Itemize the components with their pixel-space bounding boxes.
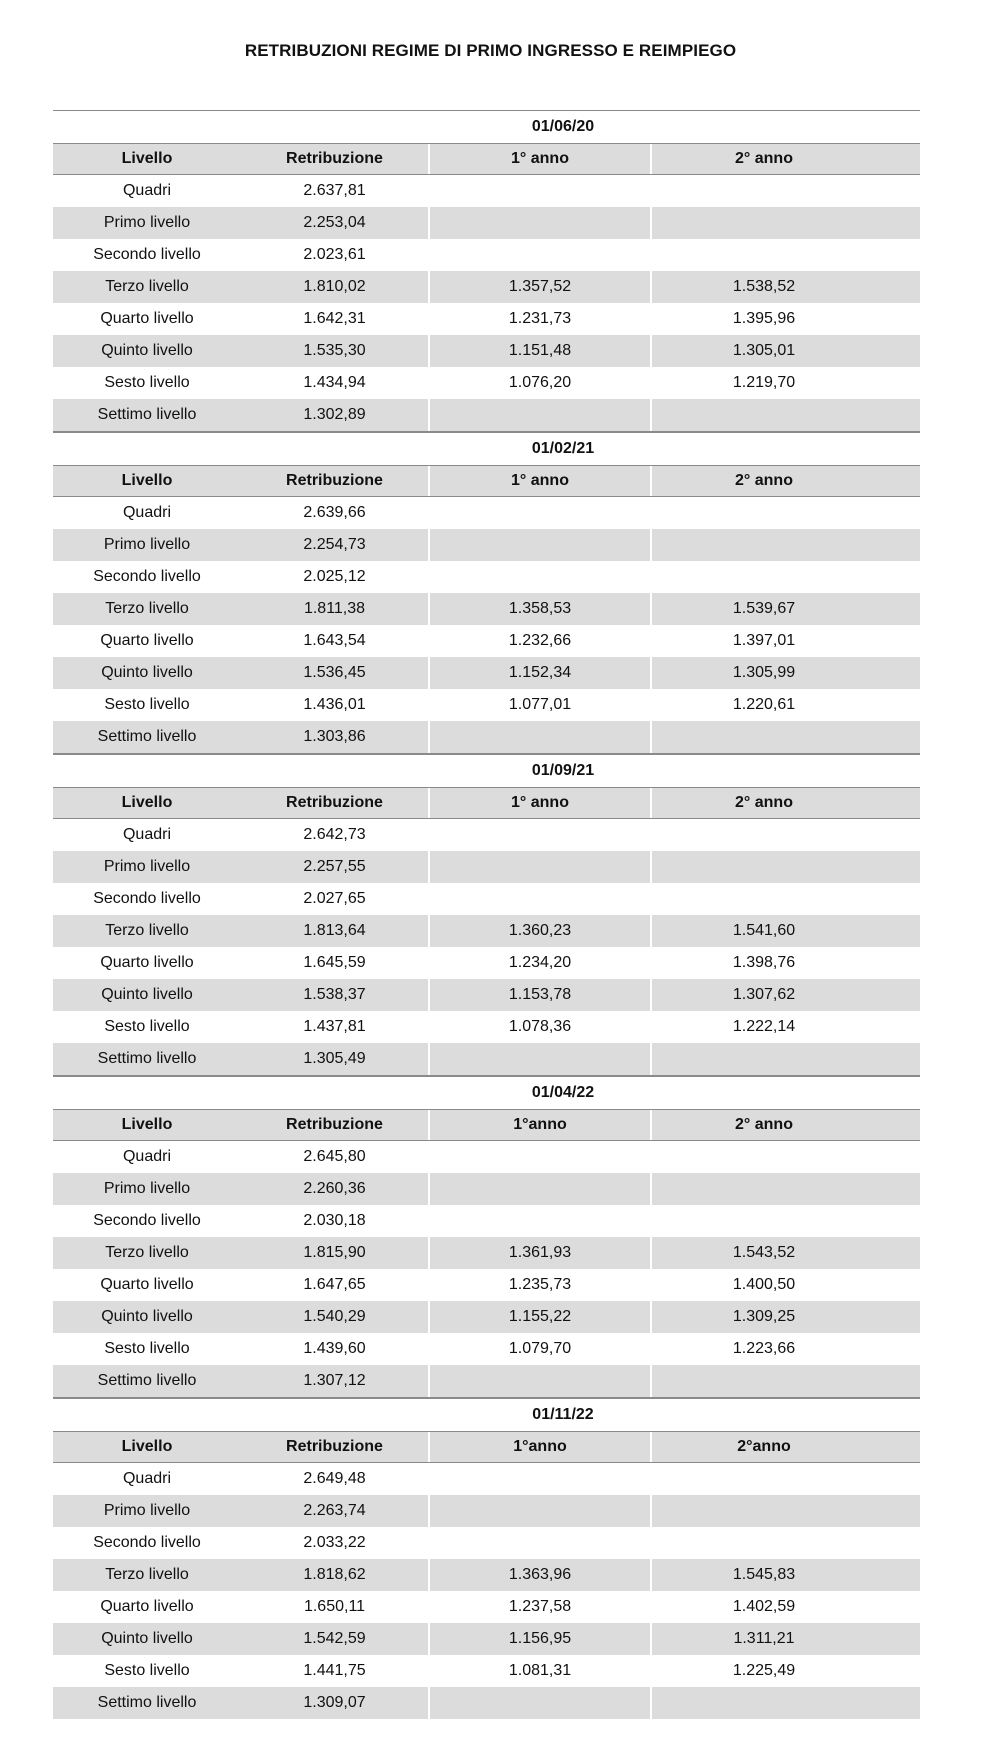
cell-livello: Sesto livello [104, 1662, 190, 1679]
cell-anno1: 1.079,70 [428, 1333, 650, 1365]
table-row [53, 689, 920, 721]
cell-anno2 [650, 207, 876, 239]
cell-livello: Quarto livello [100, 632, 194, 649]
column-header-livello: Livello [121, 150, 173, 167]
cell-retribuzione: 1.542,59 [303, 1630, 366, 1647]
column-header-anno2: 2° anno [650, 1110, 876, 1140]
cell-livello: Settimo livello [97, 1372, 197, 1389]
cell-anno2 [650, 1173, 876, 1205]
cell-anno2 [650, 529, 876, 561]
cell-anno1: 1.357,52 [428, 271, 650, 303]
cell-anno1 [428, 721, 650, 753]
table-row [53, 1463, 920, 1495]
section-block [53, 1398, 920, 1719]
cell-retribuzione: 1.645,59 [303, 954, 366, 971]
cell-livello: Quadri [122, 1470, 172, 1487]
salary-table [53, 110, 920, 1719]
column-header-anno1: 1°anno [428, 1110, 650, 1140]
cell-anno2 [650, 1687, 876, 1719]
cell-livello: Quinto livello [101, 1630, 193, 1647]
table-row [53, 1269, 920, 1301]
table-row [53, 399, 920, 432]
cell-livello: Settimo livello [97, 1050, 197, 1067]
cell-livello: Primo livello [103, 214, 191, 231]
cell-retribuzione: 1.437,81 [303, 1018, 366, 1035]
cell-retribuzione: 1.441,75 [303, 1662, 366, 1679]
table-row [53, 1043, 920, 1076]
cell-anno2 [650, 1365, 876, 1397]
header-row [53, 1431, 920, 1463]
cell-anno2: 1.398,76 [650, 947, 876, 979]
date-row [53, 1076, 920, 1109]
cell-anno1: 1.078,36 [428, 1011, 650, 1043]
table-row [53, 335, 920, 367]
cell-retribuzione: 1.303,86 [303, 728, 366, 745]
table-row [53, 1365, 920, 1398]
table-row [53, 657, 920, 689]
cell-anno1 [428, 1043, 650, 1075]
cell-retribuzione: 2.033,22 [303, 1534, 366, 1551]
cell-anno1: 1.156,95 [428, 1623, 650, 1655]
table-row [53, 1527, 920, 1559]
page-title: RETRIBUZIONI REGIME DI PRIMO INGRESSO E REIMPIEGO [244, 41, 737, 60]
column-header-anno1: 1° anno [428, 466, 650, 496]
table-row [53, 303, 920, 335]
cell-anno2 [650, 819, 876, 851]
section-block [53, 1076, 920, 1398]
table-row [53, 1237, 920, 1269]
column-header-anno1: 1° anno [428, 788, 650, 818]
cell-livello: Secondo livello [93, 1534, 201, 1551]
cell-anno1 [428, 1495, 650, 1527]
cell-anno2 [650, 851, 876, 883]
cell-retribuzione: 2.637,81 [303, 182, 366, 199]
cell-retribuzione: 2.263,74 [303, 1502, 366, 1519]
section-date: 01/11/22 [532, 1406, 594, 1423]
cell-anno2: 1.402,59 [650, 1591, 876, 1623]
cell-anno2: 1.225,49 [650, 1655, 876, 1687]
cell-livello: Quadri [122, 1148, 172, 1165]
cell-anno1 [428, 1365, 650, 1397]
cell-retribuzione: 1.818,62 [303, 1566, 366, 1583]
column-header-retribuzione: Retribuzione [286, 1438, 383, 1455]
cell-livello: Secondo livello [93, 568, 201, 585]
cell-livello: Secondo livello [93, 1212, 201, 1229]
cell-livello: Secondo livello [93, 890, 201, 907]
cell-retribuzione: 1.436,01 [303, 696, 366, 713]
column-header-retribuzione: Retribuzione [286, 794, 383, 811]
cell-anno2 [650, 883, 876, 915]
cell-anno1: 1.358,53 [428, 593, 650, 625]
cell-livello: Terzo livello [105, 1244, 189, 1261]
cell-anno1 [428, 1687, 650, 1719]
cell-retribuzione: 1.535,30 [303, 342, 366, 359]
table-row [53, 883, 920, 915]
cell-anno1: 1.077,01 [428, 689, 650, 721]
cell-livello: Quinto livello [101, 986, 193, 1003]
table-row [53, 1655, 920, 1687]
table-row [53, 625, 920, 657]
table-row [53, 561, 920, 593]
cell-anno1 [428, 1173, 650, 1205]
cell-livello: Quarto livello [100, 954, 194, 971]
section-block [53, 754, 920, 1076]
cell-livello: Primo livello [103, 536, 191, 553]
cell-anno2: 1.305,99 [650, 657, 876, 689]
cell-retribuzione: 2.642,73 [303, 826, 366, 843]
cell-anno1 [428, 883, 650, 915]
cell-anno1 [428, 1463, 650, 1495]
cell-anno2 [650, 561, 876, 593]
section-date: 01/02/21 [531, 440, 595, 457]
cell-anno2 [650, 399, 876, 431]
cell-anno1 [428, 399, 650, 431]
cell-livello: Secondo livello [93, 246, 201, 263]
cell-retribuzione: 2.257,55 [303, 858, 366, 875]
cell-livello: Terzo livello [105, 278, 189, 295]
cell-retribuzione: 2.260,36 [303, 1180, 366, 1197]
cell-anno2: 1.400,50 [650, 1269, 876, 1301]
cell-retribuzione: 2.639,66 [303, 504, 366, 521]
cell-anno2: 1.220,61 [650, 689, 876, 721]
cell-anno2 [650, 721, 876, 753]
cell-livello: Quarto livello [100, 310, 194, 327]
cell-retribuzione: 2.023,61 [303, 246, 366, 263]
table-row [53, 947, 920, 979]
cell-retribuzione: 1.642,31 [303, 310, 366, 327]
table-row [53, 239, 920, 271]
date-row [53, 432, 920, 465]
cell-retribuzione: 1.813,64 [303, 922, 366, 939]
column-header-anno2: 2°anno [650, 1432, 876, 1462]
section-date: 01/04/22 [531, 1084, 595, 1101]
table-row [53, 529, 920, 561]
table-row [53, 271, 920, 303]
cell-anno2 [650, 239, 876, 271]
column-header-retribuzione: Retribuzione [286, 1116, 383, 1133]
cell-anno2: 1.309,25 [650, 1301, 876, 1333]
cell-livello: Primo livello [103, 1502, 191, 1519]
cell-retribuzione: 1.647,65 [303, 1276, 366, 1293]
cell-retribuzione: 2.030,18 [303, 1212, 366, 1229]
cell-anno1: 1.363,96 [428, 1559, 650, 1591]
cell-livello: Primo livello [103, 858, 191, 875]
column-header-anno2: 2° anno [650, 466, 876, 496]
table-row [53, 1011, 920, 1043]
cell-retribuzione: 1.305,49 [303, 1050, 366, 1067]
cell-anno2 [650, 497, 876, 529]
table-row [53, 1173, 920, 1205]
cell-retribuzione: 2.253,04 [303, 214, 366, 231]
cell-anno2: 1.311,21 [650, 1623, 876, 1655]
table-row [53, 367, 920, 399]
cell-anno1: 1.151,48 [428, 335, 650, 367]
cell-retribuzione: 1.538,37 [303, 986, 366, 1003]
column-header-livello: Livello [121, 794, 173, 811]
cell-anno1: 1.234,20 [428, 947, 650, 979]
cell-anno1: 1.360,23 [428, 915, 650, 947]
column-header-livello: Livello [121, 1438, 173, 1455]
cell-livello: Quarto livello [100, 1276, 194, 1293]
cell-anno2 [650, 1141, 876, 1173]
table-row [53, 1687, 920, 1719]
section-block [53, 432, 920, 754]
cell-anno1 [428, 239, 650, 271]
cell-livello: Terzo livello [105, 922, 189, 939]
cell-anno2 [650, 1205, 876, 1237]
cell-anno1 [428, 1527, 650, 1559]
cell-livello: Primo livello [103, 1180, 191, 1197]
date-row [53, 1398, 920, 1431]
table-row [53, 819, 920, 851]
table-row [53, 851, 920, 883]
cell-livello: Quadri [122, 504, 172, 521]
cell-anno1: 1.153,78 [428, 979, 650, 1011]
cell-livello: Terzo livello [105, 600, 189, 617]
cell-anno1 [428, 207, 650, 239]
cell-anno1: 1.152,34 [428, 657, 650, 689]
cell-retribuzione: 2.254,73 [303, 536, 366, 553]
cell-livello: Sesto livello [104, 1340, 190, 1357]
table-row [53, 1141, 920, 1173]
table-row [53, 1591, 920, 1623]
column-header-retribuzione: Retribuzione [286, 472, 383, 489]
cell-retribuzione: 1.434,94 [303, 374, 366, 391]
table-row [53, 721, 920, 754]
column-header-anno2: 2° anno [650, 144, 876, 174]
table-row [53, 1623, 920, 1655]
cell-anno2: 1.539,67 [650, 593, 876, 625]
cell-anno1: 1.076,20 [428, 367, 650, 399]
header-row [53, 1109, 920, 1141]
cell-retribuzione: 1.309,07 [303, 1694, 366, 1711]
cell-anno1: 1.081,31 [428, 1655, 650, 1687]
cell-anno2: 1.538,52 [650, 271, 876, 303]
cell-anno2: 1.223,66 [650, 1333, 876, 1365]
cell-anno1: 1.155,22 [428, 1301, 650, 1333]
cell-anno1: 1.361,93 [428, 1237, 650, 1269]
cell-retribuzione: 1.540,29 [303, 1308, 366, 1325]
cell-anno2: 1.307,62 [650, 979, 876, 1011]
cell-anno2: 1.395,96 [650, 303, 876, 335]
cell-livello: Sesto livello [104, 1018, 190, 1035]
cell-anno1: 1.232,66 [428, 625, 650, 657]
cell-livello: Quadri [122, 826, 172, 843]
cell-anno2: 1.397,01 [650, 625, 876, 657]
cell-anno1: 1.235,73 [428, 1269, 650, 1301]
table-row [53, 497, 920, 529]
date-row [53, 110, 920, 143]
cell-livello: Quinto livello [101, 342, 193, 359]
cell-livello: Settimo livello [97, 406, 197, 423]
section-date: 01/06/20 [531, 118, 595, 135]
column-header-retribuzione: Retribuzione [286, 150, 383, 167]
cell-livello: Terzo livello [105, 1566, 189, 1583]
cell-retribuzione: 2.027,65 [303, 890, 366, 907]
cell-retribuzione: 1.536,45 [303, 664, 366, 681]
cell-anno2: 1.219,70 [650, 367, 876, 399]
section-block [53, 110, 920, 432]
cell-anno2 [650, 1495, 876, 1527]
column-header-livello: Livello [121, 1116, 173, 1133]
cell-anno1 [428, 1205, 650, 1237]
column-header-anno1: 1° anno [428, 144, 650, 174]
column-header-anno1: 1°anno [428, 1432, 650, 1462]
date-row [53, 754, 920, 787]
cell-anno1 [428, 1141, 650, 1173]
cell-retribuzione: 1.815,90 [303, 1244, 366, 1261]
cell-anno2: 1.543,52 [650, 1237, 876, 1269]
table-row [53, 979, 920, 1011]
cell-anno2: 1.222,14 [650, 1011, 876, 1043]
header-row [53, 787, 920, 819]
cell-anno2 [650, 175, 876, 207]
cell-livello: Quarto livello [100, 1598, 194, 1615]
cell-retribuzione: 1.810,02 [303, 278, 366, 295]
table-row [53, 1495, 920, 1527]
section-date: 01/09/21 [531, 762, 595, 779]
cell-anno2: 1.541,60 [650, 915, 876, 947]
cell-retribuzione: 1.811,38 [303, 600, 366, 617]
cell-anno1 [428, 561, 650, 593]
cell-retribuzione: 1.307,12 [303, 1372, 366, 1389]
cell-anno2: 1.545,83 [650, 1559, 876, 1591]
header-row [53, 465, 920, 497]
header-row [53, 143, 920, 175]
table-row [53, 915, 920, 947]
cell-livello: Sesto livello [104, 374, 190, 391]
table-row [53, 1559, 920, 1591]
table-row [53, 1301, 920, 1333]
column-header-anno2: 2° anno [650, 788, 876, 818]
table-row [53, 207, 920, 239]
cell-retribuzione: 1.302,89 [303, 406, 366, 423]
cell-anno1: 1.231,73 [428, 303, 650, 335]
cell-retribuzione: 1.650,11 [303, 1598, 366, 1615]
cell-retribuzione: 1.643,54 [303, 632, 366, 649]
cell-retribuzione: 2.649,48 [303, 1470, 366, 1487]
cell-livello: Sesto livello [104, 696, 190, 713]
cell-livello: Settimo livello [97, 728, 197, 745]
cell-anno1 [428, 851, 650, 883]
cell-retribuzione: 1.439,60 [303, 1340, 366, 1357]
cell-anno1 [428, 175, 650, 207]
cell-anno2 [650, 1463, 876, 1495]
cell-livello: Settimo livello [97, 1694, 197, 1711]
cell-anno1 [428, 529, 650, 561]
cell-livello: Quinto livello [101, 664, 193, 681]
cell-anno2: 1.305,01 [650, 335, 876, 367]
table-row [53, 175, 920, 207]
cell-anno2 [650, 1043, 876, 1075]
column-header-livello: Livello [121, 472, 173, 489]
table-row [53, 1333, 920, 1365]
table-row [53, 1205, 920, 1237]
table-row [53, 593, 920, 625]
cell-retribuzione: 2.025,12 [303, 568, 366, 585]
cell-anno1 [428, 819, 650, 851]
cell-anno2 [650, 1527, 876, 1559]
cell-retribuzione: 2.645,80 [303, 1148, 366, 1165]
cell-anno1: 1.237,58 [428, 1591, 650, 1623]
cell-anno1 [428, 497, 650, 529]
cell-livello: Quadri [122, 182, 172, 199]
cell-livello: Quinto livello [101, 1308, 193, 1325]
